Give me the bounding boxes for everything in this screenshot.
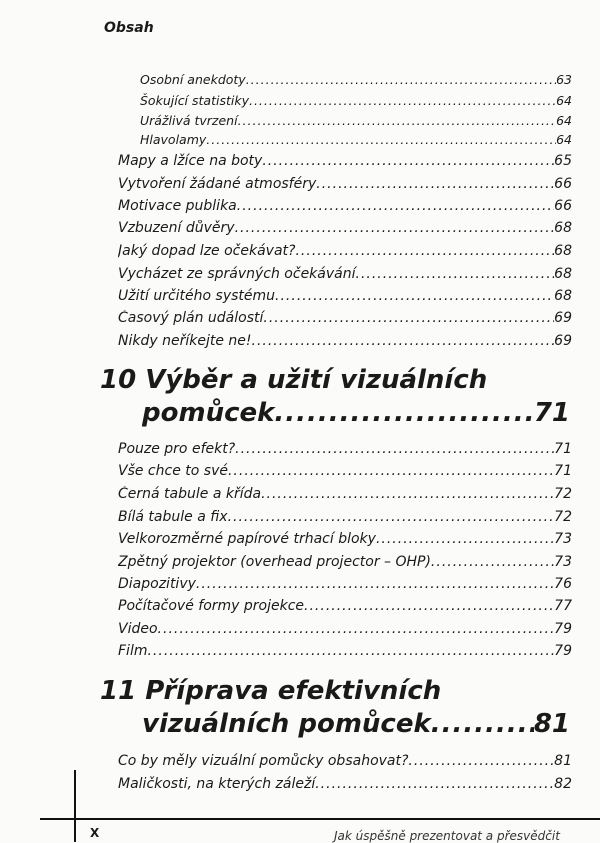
toc-entry-title: Video [118,621,158,637]
toc-entry-title: Počítačové formy projekce [118,598,305,614]
toc-entry-title: Vzbuzení důvěry [118,220,235,236]
toc-entry-page: 68 [554,243,572,259]
toc-entry-page: 72 [554,486,572,502]
toc-entry[interactable] [118,441,572,463]
toc-entry-title: Osobní anekdoty [140,72,246,87]
toc-entry-page: 79 [554,643,572,659]
dot-leader [252,333,555,349]
dot-leader [249,93,556,108]
toc-entry[interactable] [118,776,572,798]
dot-leader [196,576,554,592]
dot-leader [246,72,556,87]
toc-entry-page: 71 [554,463,572,479]
dot-leader [237,198,554,214]
dot-leader [235,220,555,236]
footer-page-number: X [90,826,100,840]
toc-entry-page: 73 [554,531,572,547]
toc-entry[interactable] [118,531,572,553]
dot-leader [275,288,554,304]
toc-entry[interactable] [140,72,572,92]
toc-entry[interactable] [118,598,572,620]
chapter-title-text: vizuálních pomůcek [142,709,431,739]
dot-leader [228,463,554,479]
dot-leader [408,753,554,769]
dot-leader [431,709,534,739]
toc-entry-title: Užití určitého systému [118,288,276,304]
toc-entry-page: 71 [554,441,572,457]
toc-entry[interactable] [118,220,572,242]
dot-leader [262,153,554,169]
toc-entry-page: 65 [554,153,572,169]
toc-entry-title: Hlavolamy [140,132,207,147]
dot-leader [206,132,556,147]
toc-entry-title: Vytvoření žádané atmosféry [118,176,317,192]
toc-entry-page: 81 [554,753,572,769]
toc-entry-page: 79 [554,621,572,637]
chapter-title-text: pomůcek [142,398,275,428]
toc-entry-title: Velkorozměrné papírové trhací bloky [118,531,376,547]
toc-entry-title: Pouze pro efekt? [118,441,236,457]
toc-entry-page: 66 [554,176,572,192]
toc-entry-title: Mapy a lžíce na boty [118,153,263,169]
toc-entry[interactable] [118,554,572,576]
toc-entry-title: Černá tabule a křída [118,486,262,502]
toc-entry-title: Maličkosti, na kterých záleží [118,776,316,792]
toc-entry[interactable] [118,266,572,288]
toc-entry[interactable] [140,93,572,113]
toc-entry[interactable] [118,643,572,665]
toc-entry[interactable] [118,333,572,355]
toc-entry[interactable] [118,176,572,198]
toc-entry-page: 69 [554,310,572,326]
toc-entry-title: Diapozitivy [118,576,196,592]
toc-entry[interactable] [118,463,572,485]
toc-entry[interactable] [118,243,572,265]
dot-leader [158,621,555,637]
toc-entry[interactable] [118,753,572,775]
toc-entry-title: Vše chce to své [118,463,228,479]
dot-leader [316,176,554,192]
footer-vertical-rule [74,770,76,842]
toc-entry[interactable] [118,486,572,508]
chapter-page: 81 [533,709,570,739]
toc-entry-page: 66 [554,198,572,214]
dot-leader [263,310,554,326]
toc-entry-title: Vycházet ze správných očekávání [118,266,356,282]
chapter-11-title-line2[interactable] [142,709,570,739]
footer-book-title: Jak úspěšně prezentovat a přesvědčit [334,829,560,843]
dot-leader [431,554,554,570]
toc-entry[interactable] [118,198,572,220]
dot-leader [238,113,557,128]
footer-horizontal-rule [40,818,600,820]
toc-entry-title: Časový plán událostí [118,310,264,326]
dot-leader [147,643,554,659]
toc-entry-title: Šokující statistiky [140,93,249,108]
toc-entry[interactable] [118,153,572,175]
toc-entry-page: 76 [554,576,572,592]
toc-entry-page: 64 [556,113,572,128]
toc-entry-title: Co by měly vizuální pomůcky obsahovat? [118,753,409,769]
toc-entry-title: Bílá tabule a fix [118,509,228,525]
toc-entry-title: Film [118,643,148,659]
dot-leader [304,598,554,614]
toc-entry-title: Motivace publika [118,198,237,214]
dot-leader [274,398,533,428]
toc-entry-page: 77 [554,598,572,614]
toc-entry[interactable] [118,288,572,310]
toc-entry[interactable] [140,113,572,133]
chapter-11-title[interactable]: 11 Příprava efektivních [100,676,442,706]
chapter-page: 71 [533,398,570,428]
dot-leader [315,776,554,792]
toc-entry[interactable] [118,576,572,598]
toc-entry[interactable] [118,310,572,332]
toc-entry-page: 68 [554,288,572,304]
toc-entry-title: Jaký dopad lze očekávat? [118,243,296,259]
dot-leader [228,509,555,525]
toc-entry-page: 63 [556,72,572,87]
dot-leader [295,243,554,259]
toc-entry[interactable] [118,509,572,531]
toc-entry-page: 68 [554,220,572,236]
running-header: Obsah [104,20,154,36]
toc-entry-page: 69 [554,333,572,349]
dot-leader [261,486,554,502]
toc-entry-page: 68 [554,266,572,282]
dot-leader [356,266,555,282]
toc-entry-title: Urážlivá tvrzení [140,113,238,128]
chapter-10-title-line2[interactable] [142,398,570,428]
toc-entry-page: 82 [554,776,572,792]
toc-entry[interactable] [118,621,572,643]
toc-entry-title: Zpětný projektor (overhead projector – OHP) [118,554,431,570]
toc-entry-page: 64 [556,93,572,108]
toc-entry-page: 72 [554,509,572,525]
toc-entry[interactable] [140,132,572,152]
dot-leader [376,531,554,547]
toc-entry-page: 64 [556,132,572,147]
chapter-10-title[interactable]: 10 Výběr a užití vizuálních [100,365,488,395]
dot-leader [235,441,554,457]
toc-entry-page: 73 [554,554,572,570]
toc-entry-title: Nikdy neříkejte ne! [118,333,252,349]
